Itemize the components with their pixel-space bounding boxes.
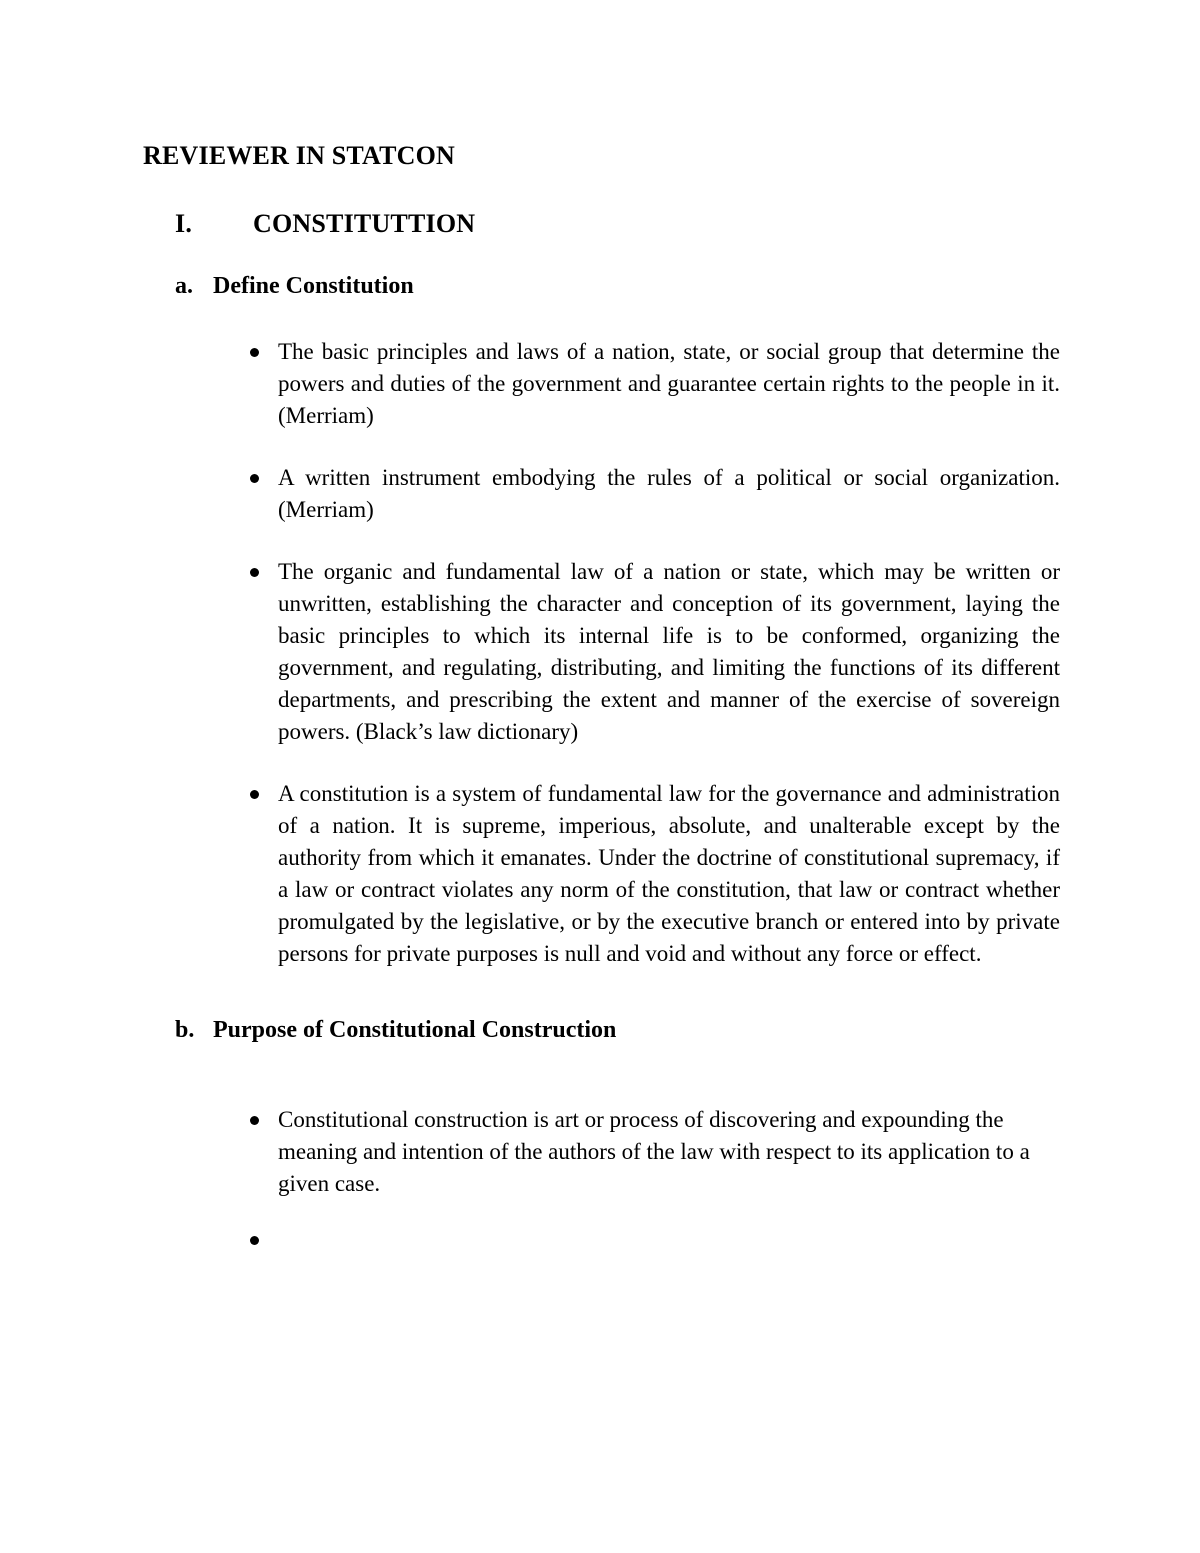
bullet-text-empty [278, 1224, 1060, 1256]
section-heading-text: CONSTITUTTION [253, 209, 476, 238]
section-numeral: I. [175, 209, 193, 238]
bullet-text-purpose-construction: Constitutional construction is art or process of discovering and expounding the meaning and intention of the authors of the law with respect to its application to a given case. [278, 1107, 1030, 1196]
subsection-b-bullet-list [143, 1104, 1060, 1256]
list-item [250, 336, 1060, 432]
subsection-a-heading [175, 270, 1060, 302]
bullet-icon [250, 462, 278, 526]
list-item [250, 556, 1060, 748]
document-title: REVIEWER IN STATCON [143, 141, 456, 170]
bullet-text-definition-merriam-2: A written instrument embodying the rules of a political or social organization. (Merriam) [278, 465, 1060, 522]
bullet-icon [250, 556, 278, 748]
subsection-a-heading-text: Define Constitution [213, 273, 414, 299]
bullet-icon [250, 778, 278, 970]
bullet-text-definition-supremacy: A constitution is a system of fundamental law for the governance and administration of a nation. It is supreme, imperious, absolute, and unalterable except by the authority from which it emanates. Under the doctrine of constitutional supremacy, if a law or contract violates any norm of the constitution, that law or contract whether promulgated by the legislative, or by the executive branch or entered into by private persons for private purposes is null and void and without any force or effect. [278, 781, 1060, 966]
subsection-b-label: b. [175, 1017, 195, 1043]
list-item [250, 462, 1060, 526]
bullet-icon [250, 1104, 278, 1200]
bullet-icon [250, 336, 278, 432]
subsection-b-heading [175, 1014, 1060, 1046]
list-item [250, 1104, 1060, 1200]
section-heading [175, 208, 1060, 240]
subsection-a-label: a. [175, 273, 193, 299]
subsection-a-bullet-list [143, 336, 1060, 970]
list-item-empty [250, 1224, 1060, 1256]
bullet-icon [250, 1224, 278, 1256]
list-item [250, 778, 1060, 970]
bullet-text-definition-blacks-law: The organic and fundamental law of a nation or state, which may be written or unwritten, establishing the character and conception of its government, laying the basic principles to which its internal life is to be conformed, organizing the government, and regulating, distributing, and limiting the functions of its different departments, and prescribing the extent and manner of the exercise of sovereign powers. (Black’s law dictionary) [278, 559, 1060, 744]
bullet-text-definition-merriam-1: The basic principles and laws of a nation, state, or social group that determine the powers and duties of the government and guarantee certain rights to the people in it. (Merriam) [278, 339, 1060, 428]
subsection-b-heading-text: Purpose of Constitutional Construction [213, 1017, 617, 1043]
